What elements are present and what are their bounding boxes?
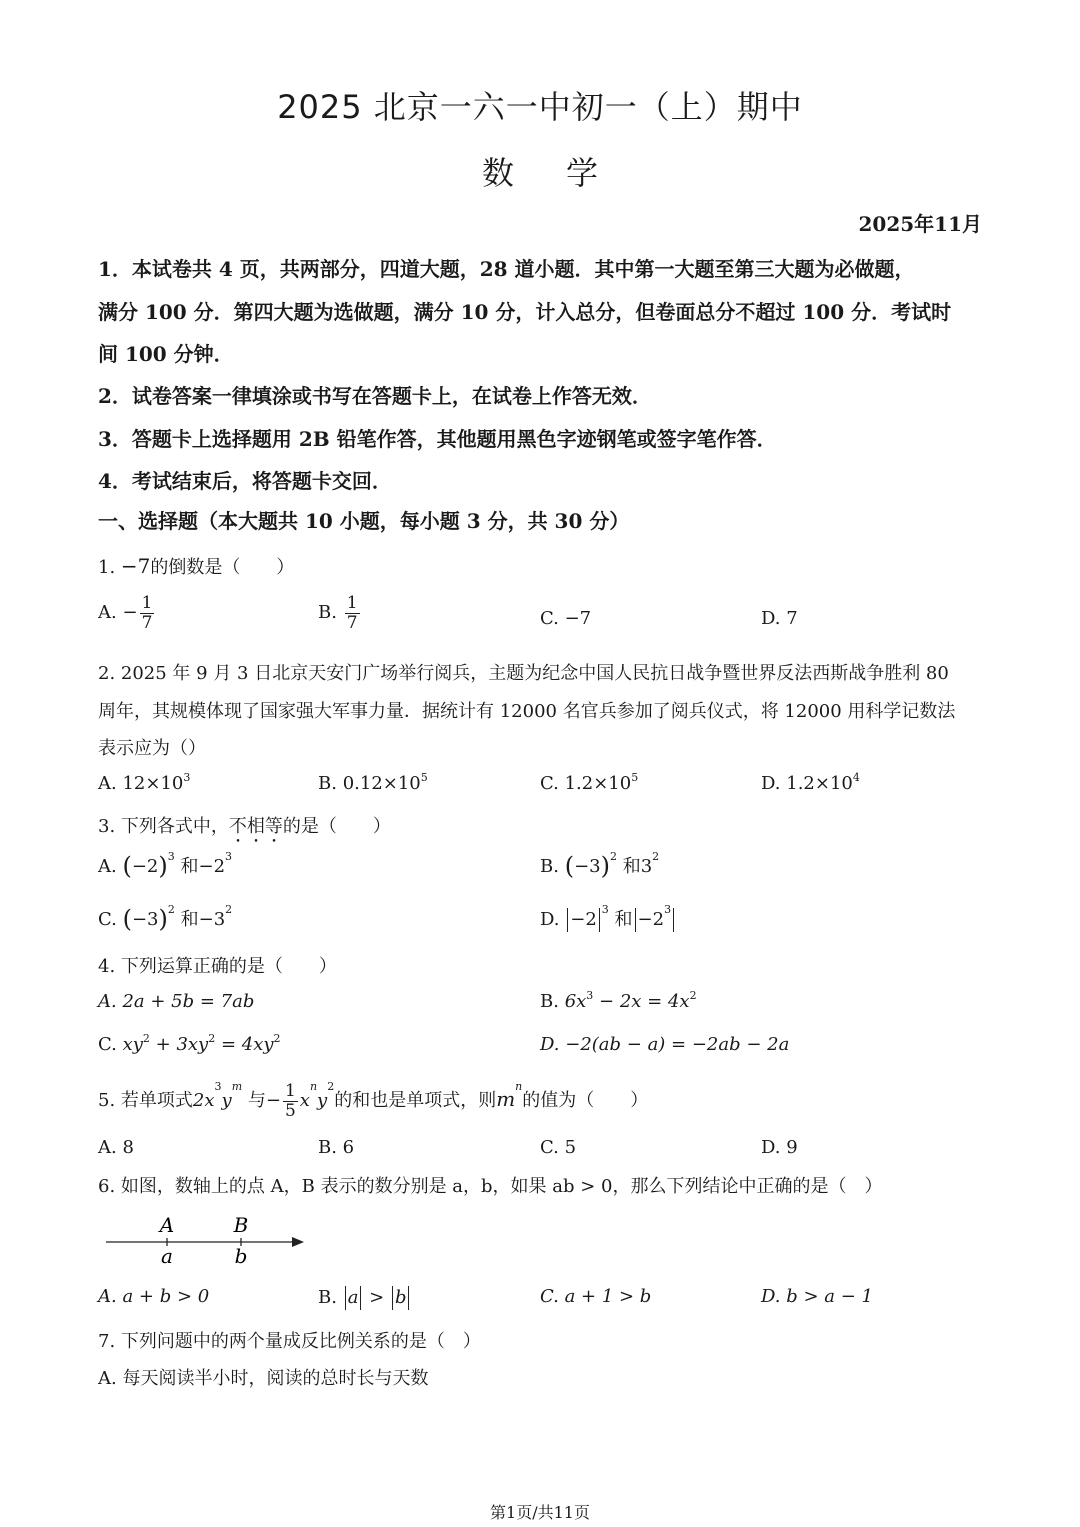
math-expression: 3 bbox=[640, 856, 653, 877]
conjunction: 和 bbox=[180, 909, 199, 930]
math-expression: b bbox=[394, 1287, 407, 1308]
option-label: D. bbox=[540, 909, 560, 930]
option-c bbox=[98, 905, 232, 933]
option-label: A. bbox=[98, 773, 117, 794]
fraction bbox=[345, 594, 360, 632]
exponent: 3 bbox=[225, 850, 233, 863]
exponent: 3 bbox=[183, 771, 191, 784]
exponent: 2 bbox=[327, 1080, 335, 1093]
math-expression: 6x bbox=[564, 991, 587, 1012]
abs-bar bbox=[599, 908, 600, 932]
note-line: 满分 100 分．第四大题为选做题，满分 10 分，计入总分，但卷面总分不超过 100 分．考试时 bbox=[98, 300, 952, 324]
abs-bar bbox=[635, 908, 636, 932]
option-label: A. bbox=[98, 856, 117, 877]
exponent: n bbox=[309, 1080, 318, 1093]
exponent: 3 bbox=[167, 850, 175, 863]
math-expression: −7 bbox=[120, 554, 151, 578]
math-expression: 1.2×10 bbox=[786, 773, 853, 794]
exponent: 3 bbox=[214, 1080, 222, 1093]
question-2-line: 周年，其规模体现了国家强大军事力量．据统计有 12000 名官兵参加了阅兵仪式，将 12000 用科学记数法 bbox=[98, 701, 956, 722]
right-paren: ) bbox=[158, 852, 168, 880]
math-expression: = 4xy bbox=[215, 1034, 274, 1055]
math-expression: m bbox=[496, 1087, 516, 1112]
subject-title: 数学 bbox=[481, 154, 650, 192]
option-label: B. bbox=[540, 991, 559, 1012]
exponent: 2 bbox=[689, 989, 697, 1002]
denominator: 7 bbox=[346, 612, 358, 633]
math-expression: y bbox=[221, 1090, 232, 1112]
question-text: 与 bbox=[247, 1090, 266, 1112]
conjunction: 和 bbox=[180, 856, 199, 877]
left-paren: ( bbox=[122, 905, 132, 933]
option-a: A. 2a + 5b = 7ab bbox=[98, 991, 255, 1012]
math-expression: 0.12×10 bbox=[342, 773, 421, 794]
number-line-figure bbox=[100, 1210, 310, 1270]
numerator: 1 bbox=[141, 593, 153, 613]
option-d: D. −2(ab − a) = −2ab − 2a bbox=[540, 1034, 790, 1055]
option-b bbox=[318, 773, 428, 794]
option-c: C. −7 bbox=[540, 608, 592, 629]
question-2-line: 表示应为（） bbox=[98, 738, 206, 759]
value-a-label: a bbox=[161, 1244, 173, 1268]
option-d bbox=[761, 773, 860, 794]
page-footer: 第1页/共11页 bbox=[490, 1503, 590, 1522]
exponent: 2 bbox=[225, 903, 233, 916]
option-label: B. bbox=[318, 602, 337, 624]
math-expression: a bbox=[347, 1287, 359, 1308]
math-operator: > bbox=[363, 1287, 390, 1308]
option-b: B. 6 bbox=[318, 1137, 355, 1158]
question-number: 1. bbox=[98, 557, 116, 578]
option-c: C. a + 1 > b bbox=[540, 1286, 652, 1307]
option-a bbox=[98, 852, 232, 880]
option-b bbox=[540, 991, 697, 1012]
exponent: 2 bbox=[142, 1032, 150, 1045]
math-expression: −3 bbox=[198, 909, 226, 930]
option-label: D. bbox=[761, 773, 781, 794]
question-1 bbox=[98, 553, 294, 579]
math-expression: −3 bbox=[574, 856, 601, 877]
arrow-icon bbox=[292, 1237, 304, 1247]
section-heading: 一、选择题（本大题共 10 小题，每小题 3 分，共 30 分） bbox=[98, 509, 630, 533]
note-line: 3．答题卡上选择题用 2B 铅笔作答，其他题用黑色字迹钢笔或签字笔作答． bbox=[98, 427, 777, 451]
emphasized-text: 不相等 bbox=[228, 816, 283, 837]
exam-date: 2025年11月 bbox=[858, 212, 982, 236]
math-expression: − 2x = 4x bbox=[593, 991, 690, 1012]
option-d bbox=[540, 905, 676, 932]
right-paren: ) bbox=[158, 905, 168, 933]
option-c bbox=[540, 773, 638, 794]
exponent: 5 bbox=[420, 771, 428, 784]
exponent: 2 bbox=[167, 903, 175, 916]
numerator: 1 bbox=[346, 593, 358, 613]
note-line: 4．考试结束后，将答题卡交回． bbox=[98, 469, 392, 493]
exponent: 5 bbox=[631, 771, 639, 784]
abs-bar bbox=[673, 908, 674, 932]
question-text: 的倒数是（ ） bbox=[150, 557, 295, 578]
option-label: C. bbox=[98, 909, 117, 930]
question-5 bbox=[98, 1082, 648, 1120]
abs-bar bbox=[567, 908, 568, 932]
value-b-label: b bbox=[234, 1244, 248, 1268]
option-b bbox=[318, 594, 362, 632]
conjunction: 和 bbox=[622, 856, 641, 877]
option-label: B. bbox=[318, 1287, 337, 1308]
question-6: 6. 如图，数轴上的点 A，B 表示的数分别是 a，b，如果 ab > 0，那么下列结论中正确的是（ ） bbox=[98, 1176, 883, 1197]
question-text: 的值为（ ） bbox=[522, 1090, 649, 1112]
point-a-label: A bbox=[159, 1213, 175, 1237]
exponent: 4 bbox=[852, 771, 860, 784]
option-c: C. 5 bbox=[540, 1137, 577, 1158]
option-a: A. 每天阅读半小时，阅读的总时长与天数 bbox=[98, 1368, 429, 1389]
option-b bbox=[318, 1286, 411, 1310]
exponent: 3 bbox=[586, 989, 594, 1002]
exponent: 2 bbox=[273, 1032, 281, 1045]
question-text: 3. 下列各式中， bbox=[98, 816, 229, 837]
exponent: 3 bbox=[664, 903, 672, 916]
option-a: A. 8 bbox=[98, 1137, 134, 1158]
math-expression: + 3xy bbox=[149, 1034, 209, 1055]
math-expression: −2 bbox=[637, 909, 665, 930]
abs-bar bbox=[345, 1286, 346, 1310]
minus-sign: − bbox=[122, 602, 138, 624]
math-expression: y bbox=[317, 1090, 328, 1112]
math-expression: −2 bbox=[198, 856, 226, 877]
note-line: 1．本试卷共 4 页，共两部分，四道大题，28 道小题．其中第一大题至第三大题为必做题， bbox=[98, 257, 915, 281]
option-label: B. bbox=[540, 856, 559, 877]
option-d: D. 7 bbox=[761, 608, 798, 629]
abs-bar bbox=[360, 1286, 361, 1310]
exponent: 2 bbox=[208, 1032, 216, 1045]
option-d: D. b > a − 1 bbox=[761, 1286, 873, 1307]
question-4: 4. 下列运算正确的是（ ） bbox=[98, 956, 337, 977]
option-b bbox=[540, 852, 659, 880]
denominator: 5 bbox=[284, 1100, 296, 1121]
option-c bbox=[98, 1034, 281, 1055]
exam-title: 2025 北京一六一中初一（上）期中 bbox=[277, 88, 803, 126]
math-expression: 12×10 bbox=[122, 773, 184, 794]
abs-bar bbox=[408, 1286, 409, 1310]
minus-sign: − bbox=[265, 1090, 281, 1112]
numerator: 1 bbox=[284, 1081, 296, 1101]
math-expression: 2x bbox=[192, 1090, 215, 1112]
left-paren: ( bbox=[122, 852, 132, 880]
option-label: A. bbox=[98, 602, 117, 624]
point-b-label: B bbox=[233, 1213, 249, 1237]
question-3 bbox=[98, 812, 391, 847]
option-label: C. bbox=[540, 773, 559, 794]
fraction bbox=[140, 594, 155, 632]
right-paren: ) bbox=[600, 852, 610, 880]
exponent: n bbox=[515, 1080, 523, 1093]
note-line: 2．试卷答案一律填涂或书写在答题卡上，在试卷上作答无效． bbox=[98, 384, 652, 408]
math-expression: x bbox=[299, 1090, 310, 1112]
question-text: 的和也是单项式，则 bbox=[334, 1090, 497, 1112]
option-a bbox=[98, 773, 190, 794]
option-a bbox=[98, 594, 156, 632]
math-expression: −2 bbox=[570, 909, 597, 930]
exponent: 2 bbox=[609, 850, 617, 863]
option-label: C. bbox=[98, 1034, 117, 1055]
exponent: m bbox=[231, 1080, 243, 1093]
question-7: 7. 下列问题中的两个量成反比例关系的是（ ） bbox=[98, 1331, 481, 1352]
math-expression: 1.2×10 bbox=[564, 773, 632, 794]
question-text: 的是（ ） bbox=[282, 816, 391, 837]
question-text: 5. 若单项式 bbox=[98, 1090, 193, 1112]
option-d: D. 9 bbox=[761, 1137, 798, 1158]
question-2-line: 2. 2025 年 9 月 3 日北京天安门广场举行阅兵，主题为纪念中国人民抗日战争暨世界反法西斯战争胜利 80 bbox=[98, 663, 949, 684]
denominator: 7 bbox=[141, 612, 153, 633]
exponent: 2 bbox=[652, 850, 660, 863]
option-a: A. a + b > 0 bbox=[98, 1286, 210, 1307]
left-paren: ( bbox=[564, 852, 575, 880]
option-label: B. bbox=[318, 773, 337, 794]
math-expression: −3 bbox=[131, 909, 159, 930]
abs-bar bbox=[392, 1286, 393, 1310]
fraction bbox=[283, 1082, 298, 1120]
math-expression: xy bbox=[122, 1034, 143, 1055]
math-expression: −2 bbox=[131, 856, 159, 877]
conjunction: 和 bbox=[614, 909, 633, 930]
note-line: 间 100 分钟． bbox=[98, 342, 234, 366]
exponent: 3 bbox=[601, 903, 609, 916]
